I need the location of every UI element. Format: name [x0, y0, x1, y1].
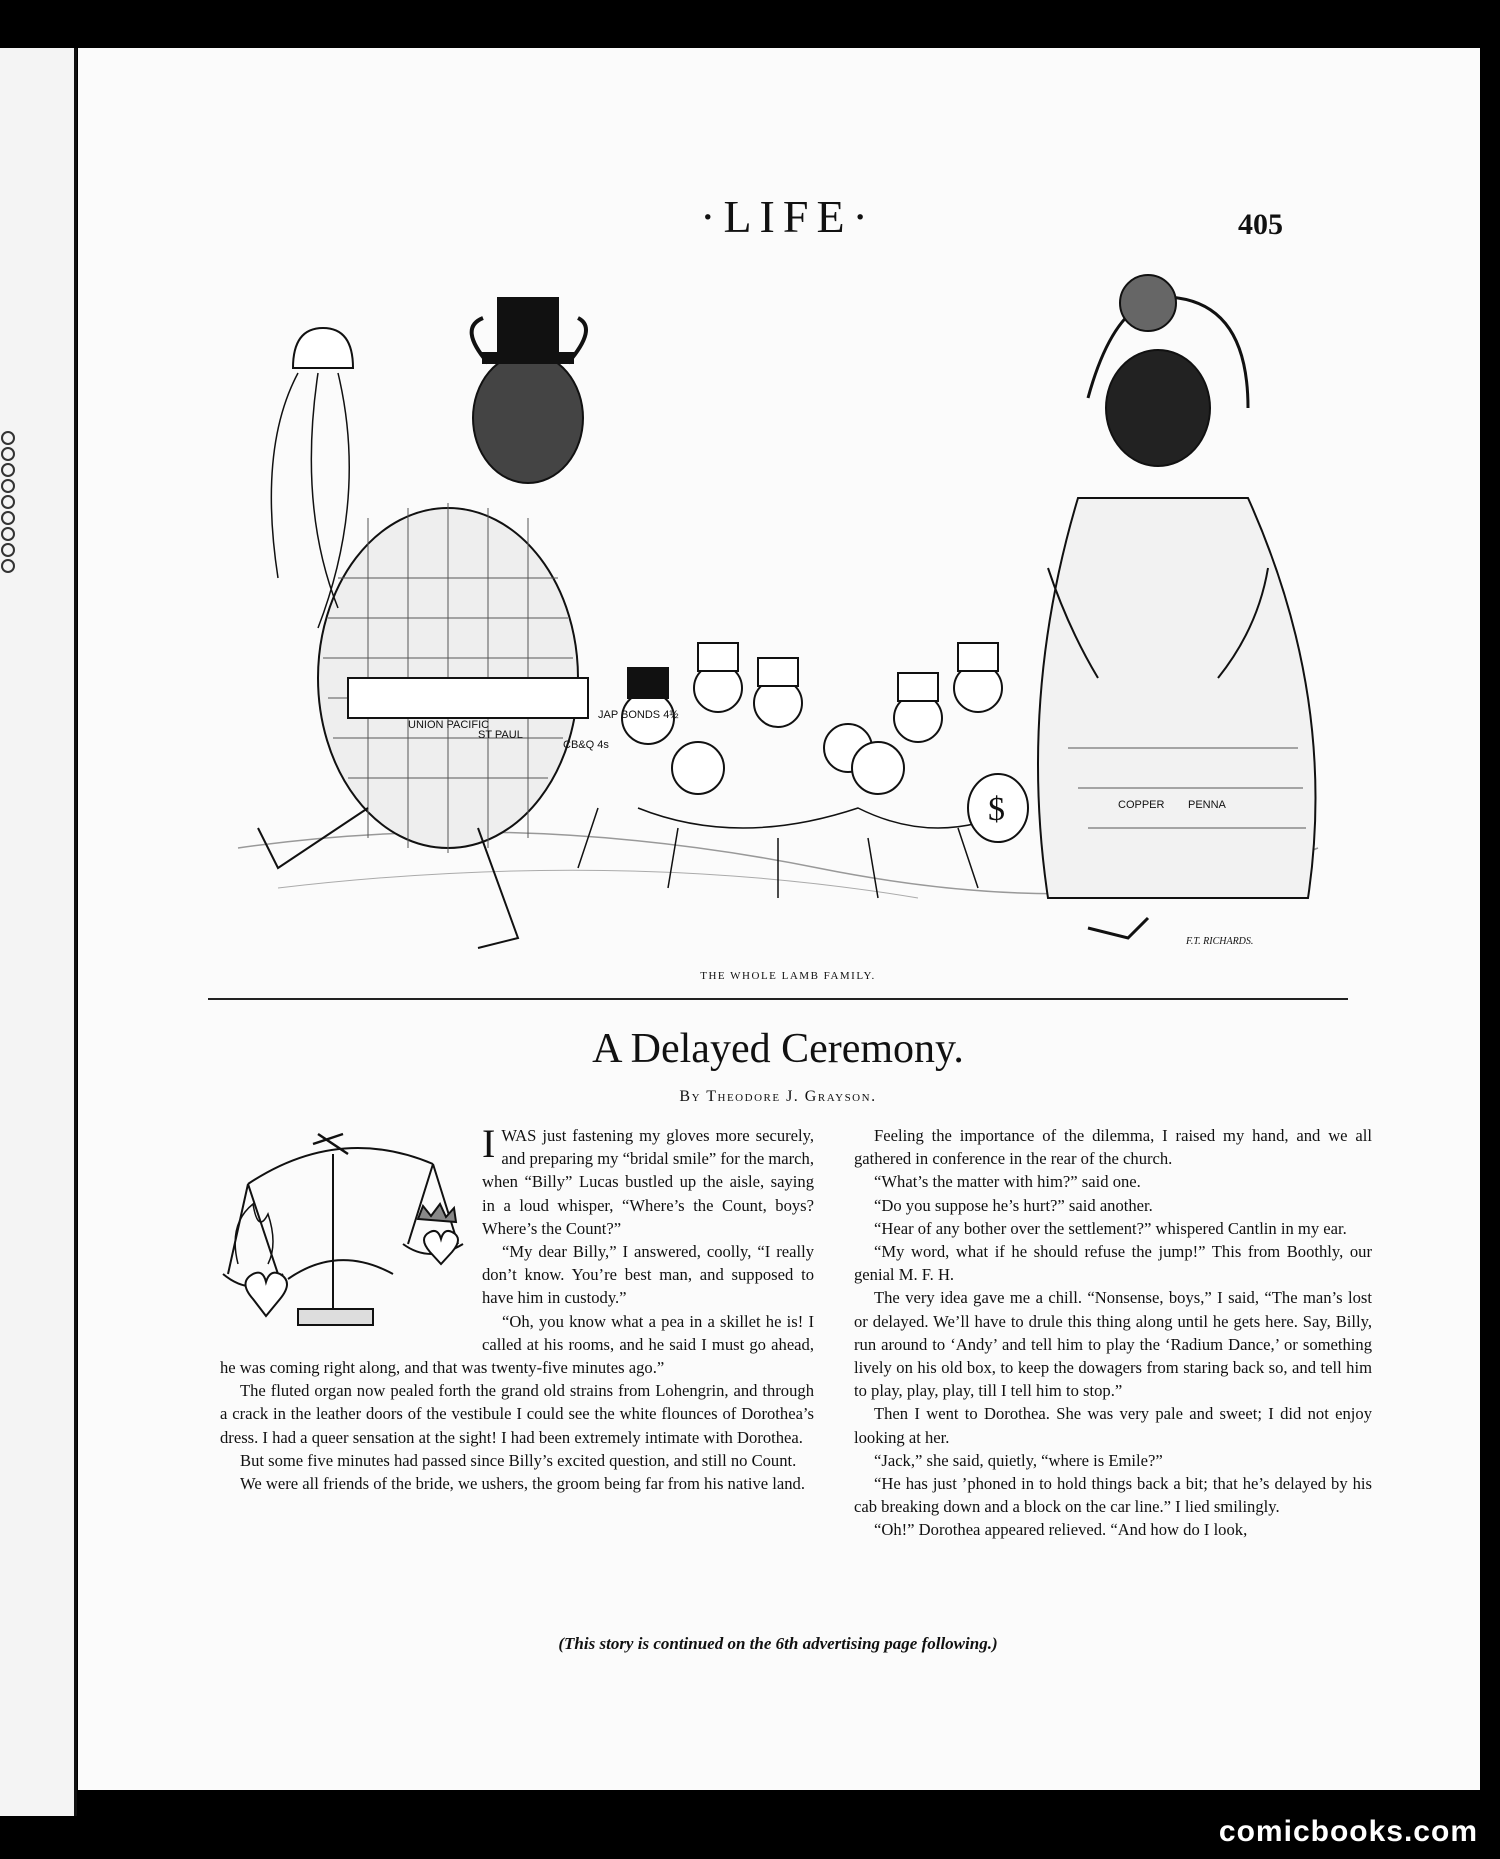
paragraph: “My dear Billy,” I answered, coolly, “I really don’t know. You’re best man, and supposed to have him in custody.” — [482, 1242, 814, 1308]
paragraph: “Do you suppose he’s hurt?” said another. — [874, 1195, 1153, 1215]
continuation-text: (This story is continued on the 6th advertising page following.) — [558, 1634, 998, 1653]
label-st-paul: ST PAUL — [478, 729, 523, 741]
paragraph: The very idea gave me a chill. “Nonsense, boys,” I said, “The man’s lost or delayed. We’ll have to drule this thing along until he gets here. Say, Billy, run around to ‘Andy’ and tell him to play the ‘Radium Dance,’ or something lively on his old box, to keep the dowagers from staring back so, and tell him to play, play, play, till I tell him to stop.” — [854, 1288, 1372, 1401]
label-union-pacific: UNION PACIFIC — [408, 719, 490, 731]
article-byline: By Theodore J. Grayson. — [679, 1088, 877, 1105]
paragraph: WAS just fastening my gloves more securely, and preparing my “bridal smile” for the march, when “Billy” Lucas bustled up the aisle, saying in a loud whisper, “Where’s the Count, boys? Where’s the Count?” — [482, 1126, 814, 1238]
page-number: 405 — [1238, 208, 1283, 241]
chain-ornament-icon — [0, 428, 40, 588]
paragraph: We were all friends of the bride, we ushers, the groom being far from his native land. — [240, 1474, 805, 1494]
paragraph: “Oh, you know what a pea in a skillet he is! I called at his rooms, and he said I must go ahead, he was coming right along, and that was twenty-five minutes ago.” — [220, 1311, 814, 1378]
label-jap-bonds: JAP BONDS 4½ — [598, 709, 679, 721]
paragraph: “He has just ’phoned in to hold things back a bit; that he’s delayed by his cab breaking down and a block on the car line.” I lied smilingly. — [854, 1474, 1372, 1517]
facing-page-edge — [0, 48, 77, 1816]
artist-signature: F.T. RICHARDS. — [1186, 936, 1254, 947]
paragraph: “My word, what if he should refuse the jump!” This from Boothly, our genial M. F. H. — [854, 1242, 1372, 1285]
article-title: A Delayed Ceremony. — [592, 1026, 964, 1072]
paragraph: “Oh!” Dorothea appeared relieved. “And how do I look, — [874, 1520, 1248, 1540]
masthead: ·LIFE· — [700, 191, 876, 242]
divider-rule — [208, 998, 1348, 1000]
paragraph: But some five minutes had passed since Billy’s excited question, and still no Count. — [240, 1450, 797, 1470]
paragraph: Feeling the importance of the dilemma, I raised my hand, and we all gathered in conference in the rear of the church. — [854, 1126, 1372, 1169]
label-copper: COPPER — [1118, 799, 1165, 811]
cartoon-caption: THE WHOLE LAMB FAMILY. — [700, 970, 876, 982]
label-cbq: CB&Q 4s — [563, 739, 609, 751]
continuation-note — [378, 1634, 1178, 1654]
paragraph: “Hear of any bother over the settlement?” whispered Cantlin in my ear. — [874, 1218, 1347, 1238]
paragraph: “Jack,” she said, quietly, “where is Emile?” — [874, 1450, 1163, 1470]
article-left-column — [220, 1121, 814, 1495]
label-penna: PENNA — [1188, 799, 1226, 811]
svg-text:$: $ — [988, 791, 1005, 828]
magazine-page — [78, 48, 1480, 1790]
scales-illustration — [218, 1124, 472, 1344]
paragraph: Then I went to Dorothea. She was very pale and sweet; I did not enjoy looking at her. — [854, 1404, 1372, 1447]
drop-cap: I — [482, 1121, 496, 1166]
article-right-column — [854, 1124, 1372, 1542]
paragraph: The fluted organ now pealed forth the grand old strains from Lohengrin, and through a crack in the leather doors of the vestibule I could see the white flounces of Dorothea’s dress. I had a queer sensation at the sight! I had been extremely intimate with Dorothea. — [220, 1381, 814, 1447]
site-watermark: comicbooks.com — [1218, 1815, 1478, 1848]
paragraph: “What’s the matter with him?” said one. — [874, 1172, 1141, 1192]
cartoon-illustration — [218, 248, 1378, 968]
